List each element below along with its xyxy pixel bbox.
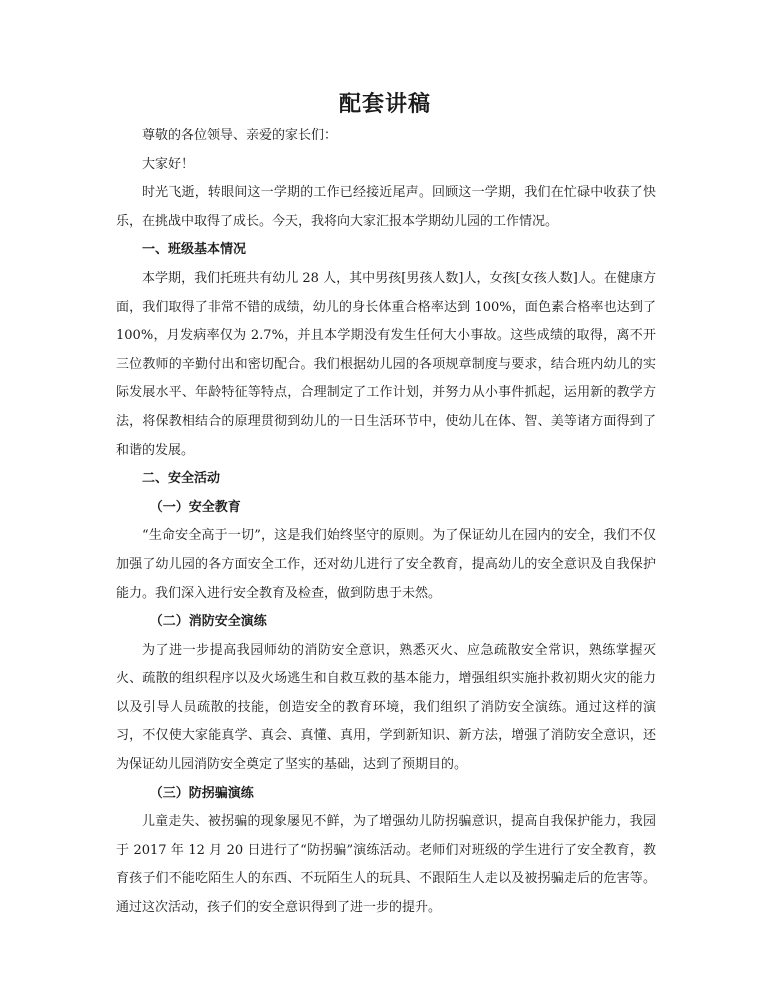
anti-abduction-paragraph: 儿童走失、被拐骗的现象屡见不鲜，为了增强幼儿防拐骗意识，提高自我保护能力，我园于 2017 年 12 月 20 日进行了“防拐骗”演练活动。老师们对班级的学生进行了安全教育，教育孩子们不能吃陌生人的东西、不玩陌生人的玩具、不跟陌生人走以及被拐骗走后的危害等。通过这次活动，孩子们的安全意识得到了进一步的提升。 xyxy=(116,814,656,916)
greeting: 尊敬的各位领导、亲爱的家长们： xyxy=(142,128,338,143)
section-heading-safety: 二、安全活动 xyxy=(142,471,221,487)
fire-drill-paragraph: 为了进一步提高我园师幼的消防安全意识，熟悉灭火、应急疏散安全常识，熟练掌握灭火、疏散的组织程序以及火场逃生和自救互救的基本能力，增强组织实施扑救初期火灾的能力以及引导人员疏散的技能，创造安全的教育环境，我们组织了消防安全演练。通过这样的演习，不仅使大家能真学、真会、真懂、真用，学到新知识、新方法，增强了消防安全意识，还为保证幼儿园消防安全奠定了坚实的基础，达到了预期目的。 xyxy=(116,642,656,773)
document-body xyxy=(116,122,656,923)
hello-line: 大家好！ xyxy=(142,156,195,172)
safety-education-paragraph: “生命安全高于一切”，这是我们始终坚守的原则。为了保证幼儿在园内的安全，我们不仅加强了幼儿园的各方面安全工作，还对幼儿进行了安全教育，提高幼儿的安全意识及自我保护能力。我们深入进行安全教育及检查，做到防患于未然。 xyxy=(116,528,656,601)
document-title: 配套讲稿 xyxy=(338,91,431,117)
subheading-anti-abduction-drill: （三）防拐骗演练 xyxy=(149,785,254,801)
class-info-paragraph: 本学期，我们托班共有幼儿 28 人，其中男孩[男孩人数]人，女孩[女孩人数]人。在健康方面，我们取得了非常不错的成绩，幼儿的身长体重合格率达到 100%，面色素合格率也达到了 100%，月发病率仅为 2.7%，并且本学期没有发生任何大小事故。这些成绩的取得，离不开三位教师的辛勤付出和密切配合。我们根据幼儿园的各项规章制度与要求，结合班内幼儿的实际发展水平、年龄特征等特点，合理制定了工作计划，并努力从小事件抓起，运用新的教学方法，将保教相结合的原理贯彻到幼儿的一日生活环节中，使幼儿在体、智、美等诸方面得到了和谐的发展。 xyxy=(116,270,656,458)
section-heading-class-info: 一、班级基本情况 xyxy=(142,242,247,258)
intro-paragraph: 时光飞逝，转眼间这一学期的工作已经接近尾声。回顾这一学期，我们在忙碌中收获了快乐，在挑战中取得了成长。今天，我将向大家汇报本学期幼儿园的工作情况。 xyxy=(116,185,656,229)
subheading-fire-drill: （二）消防安全演练 xyxy=(149,614,267,630)
subheading-safety-education: （一）安全教育 xyxy=(149,499,241,515)
